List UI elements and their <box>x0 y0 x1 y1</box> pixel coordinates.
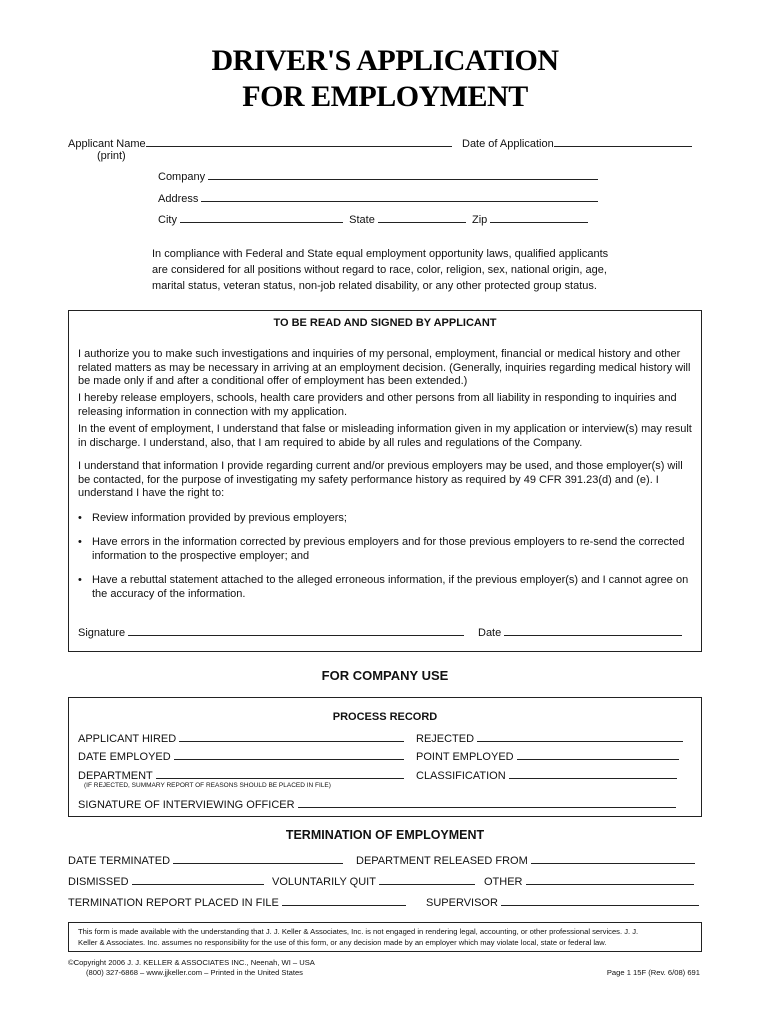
other-row <box>484 873 694 888</box>
date-terminated-label: DATE TERMINATED <box>68 855 171 867</box>
rejected-label: REJECTED <box>416 733 475 745</box>
dismissed-label: DISMISSED <box>68 876 129 888</box>
address-row <box>158 190 598 205</box>
rejected-row <box>416 730 683 745</box>
address-label: Address <box>158 193 199 205</box>
rights-bullet-2: • Have errors in the information corrected by previous employers and for those previous employers to re-send the corrected information to the prospective employer; and <box>78 536 685 562</box>
voluntarily-quit-label: VOLUNTARILY QUIT <box>272 876 376 888</box>
city-state-zip-row <box>158 211 588 226</box>
interviewer-signature-label: SIGNATURE OF INTERVIEWING OFFICER <box>78 799 295 811</box>
applicant-hired-field[interactable] <box>179 730 404 742</box>
other-field[interactable] <box>526 873 694 885</box>
classification-row <box>416 767 677 782</box>
point-employed-field[interactable] <box>517 748 679 760</box>
signature-field[interactable] <box>128 624 464 636</box>
company-label: Company <box>158 171 206 183</box>
classification-label: CLASSIFICATION <box>416 770 506 782</box>
bullet-dot: • <box>78 536 82 548</box>
rights-bullet-1: • Review information provided by previous employers; <box>78 512 347 524</box>
signature-row <box>78 624 464 639</box>
footer-copyright: ©Copyright 2006 J. J. KELLER & ASSOCIATES INC., Neenah, WI – USA <box>68 958 315 967</box>
disclaimer-line2: Keller & Associates. Inc. assumes no responsibility for the use of this form, or any decision made by an employer which may violate local, state or federal law. <box>78 938 607 947</box>
date-terminated-row <box>68 852 343 867</box>
report-placed-field[interactable] <box>282 894 406 906</box>
termination-heading: TERMINATION OF EMPLOYMENT <box>285 828 485 842</box>
city-field[interactable] <box>180 211 343 223</box>
zip-field[interactable] <box>490 211 588 223</box>
dismissed-field[interactable] <box>132 873 264 885</box>
authorization-paragraph-1: I authorize you to make such investigations and inquiries of my personal, employment, financial or medical history and other related matters as may be necessary in arriving at an employment decision. (Generally, inquiries regarding medical history will be made only if and after a conditional offer of employment has been extended.) <box>78 348 691 388</box>
process-record-heading: PROCESS RECORD <box>332 711 438 723</box>
applicant-name-sublabel: (print) <box>97 150 126 162</box>
department-released-field[interactable] <box>531 852 695 864</box>
footer-contact: (800) 327-6868 – www.jjkeller.com – Printed in the United States <box>86 968 303 977</box>
authorization-paragraph-3: In the event of employment, I understand that false or misleading information given in my application or interview(s) may result in discharge. I understand, also, that I am required to abide by all rules and regulations of the Company. <box>78 423 692 449</box>
other-label: OTHER <box>484 876 523 888</box>
rejected-field[interactable] <box>477 730 683 742</box>
voluntarily-quit-row <box>272 873 475 888</box>
authorization-paragraph-4: I understand that information I provide regarding current and/or previous employers may be used, and those employer(s) will be contacted, for the purpose of investigating my safety performance history as required by 49 CFR 391.23(d) and (e). I understand I have the right to: <box>78 460 683 500</box>
address-field[interactable] <box>201 190 598 202</box>
department-row <box>78 767 404 782</box>
date-employed-row <box>78 748 404 763</box>
signature-date-label: Date <box>478 627 502 639</box>
compliance-line2: are considered for all positions without regard to race, color, religion, sex, national origin, age, <box>152 264 607 276</box>
point-employed-row <box>416 748 679 763</box>
interviewer-signature-row <box>78 796 676 811</box>
supervisor-field[interactable] <box>501 894 699 906</box>
supervisor-row <box>426 894 699 909</box>
state-label: State <box>349 214 375 226</box>
applicant-name-row <box>68 135 452 150</box>
zip-label: Zip <box>472 214 488 226</box>
state-field[interactable] <box>378 211 466 223</box>
compliance-line1: In compliance with Federal and State equal employment opportunity laws, qualified applicants <box>152 248 609 260</box>
rejected-note: (IF REJECTED, SUMMARY REPORT OF REASONS SHOULD BE PLACED IN FILE) <box>84 782 331 789</box>
bullet-dot: • <box>78 574 82 586</box>
city-label: City <box>158 214 177 226</box>
company-row <box>158 168 598 183</box>
company-use-heading: FOR COMPANY USE <box>321 668 449 683</box>
authorization-paragraph-2: I hereby release employers, schools, health care providers and other persons from all liability in responding to inquiries and releasing information in connection with my application. <box>78 392 677 418</box>
report-placed-label: TERMINATION REPORT PLACED IN FILE <box>68 897 279 909</box>
interviewer-signature-field[interactable] <box>298 796 676 808</box>
signature-date-row <box>478 624 682 639</box>
disclaimer-line1: This form is made available with the understanding that J. J. Keller & Associates, Inc. is not engaged in rendering legal, accounting, or other professional services. J. J. <box>78 927 639 936</box>
rights-bullet-3: • Have a rebuttal statement attached to the alleged erroneous information, if the previous employer(s) and I cannot agree on the accuracy of the information. <box>78 574 689 600</box>
report-placed-row <box>68 894 406 909</box>
date-of-application-label: Date of Application <box>462 138 554 150</box>
date-of-application-row <box>462 135 692 150</box>
date-employed-label: DATE EMPLOYED <box>78 751 171 763</box>
dismissed-row <box>68 873 264 888</box>
date-of-application-field[interactable] <box>554 135 692 147</box>
classification-field[interactable] <box>509 767 677 779</box>
date-terminated-field[interactable] <box>173 852 343 864</box>
footer-page-info: Page 1 15F (Rev. 6/08) 691 <box>606 968 700 977</box>
applicant-name-field[interactable] <box>146 135 452 147</box>
applicant-name-label: Applicant Name <box>68 138 146 150</box>
form-title-line1: DRIVER'S APPLICATION <box>211 44 559 77</box>
applicant-hired-row <box>78 730 404 745</box>
compliance-line3: marital status, veteran status, non-job related disability, or any other protected group status. <box>152 280 597 292</box>
department-field[interactable] <box>156 767 404 779</box>
signature-label: Signature <box>78 627 126 639</box>
authorization-heading: TO BE READ AND SIGNED BY APPLICANT <box>273 317 497 329</box>
form-title-line2: FOR EMPLOYMENT <box>242 80 528 113</box>
company-field[interactable] <box>208 168 598 180</box>
date-employed-field[interactable] <box>174 748 404 760</box>
bullet-dot: • <box>78 512 82 524</box>
supervisor-label: SUPERVISOR <box>426 897 498 909</box>
voluntarily-quit-field[interactable] <box>379 873 475 885</box>
signature-date-field[interactable] <box>504 624 682 636</box>
department-label: DEPARTMENT <box>78 770 153 782</box>
point-employed-label: POINT EMPLOYED <box>416 751 514 763</box>
department-released-label: DEPARTMENT RELEASED FROM <box>356 855 528 867</box>
department-released-row <box>356 852 695 867</box>
applicant-hired-label: APPLICANT HIRED <box>78 733 177 745</box>
